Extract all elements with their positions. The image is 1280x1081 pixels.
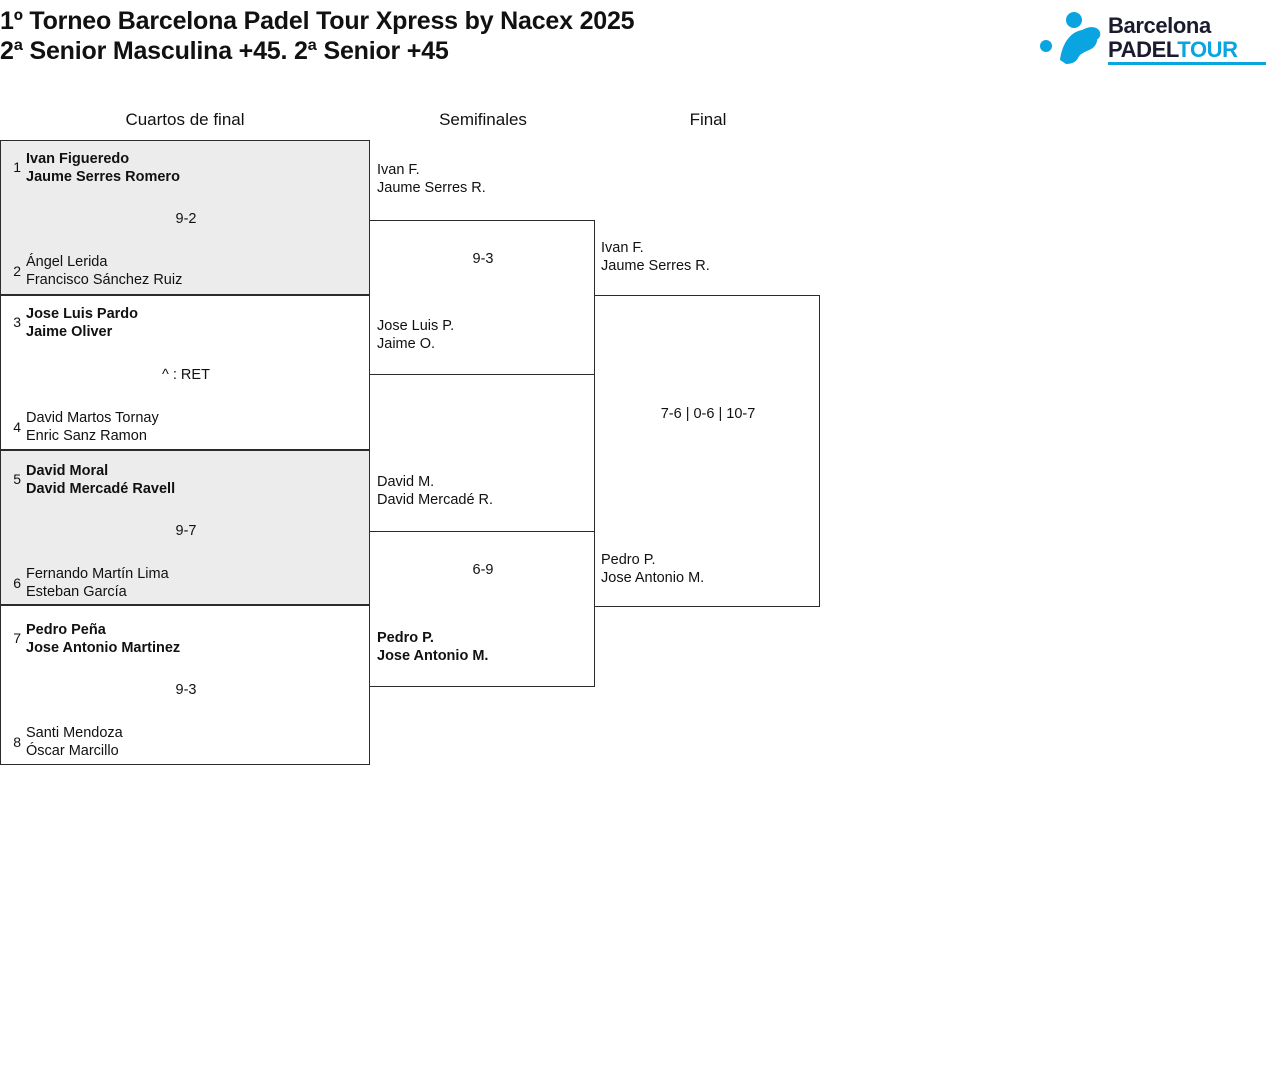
- round-label-quarterfinals: Cuartos de final: [125, 110, 245, 129]
- round-label-semifinals: Semifinales: [439, 110, 527, 129]
- logo-word-padeltour: [1108, 38, 1268, 62]
- logo-word-padel: PADEL: [1108, 37, 1178, 62]
- seed-number: 2: [13, 263, 21, 279]
- round-label-final: Final: [689, 110, 727, 129]
- match-score: 9-3: [175, 682, 197, 698]
- match-score: 9-2: [175, 211, 197, 227]
- team-player: Jose Luis Pardo: [26, 306, 139, 322]
- sf2-top-player-2: David Mercadé R.: [377, 492, 494, 508]
- team-player: Pedro Peña: [26, 622, 106, 638]
- tournament-title: [0, 6, 900, 66]
- match-score: 6-9: [472, 562, 494, 578]
- sf2-bottom-player-2: Jose Antonio M.: [377, 648, 489, 664]
- title-line-2: 2ª Senior Masculina +45. 2ª Senior +45: [0, 37, 449, 65]
- team-player: Jaime Oliver: [26, 324, 113, 340]
- team-player: Ángel Lerida: [26, 254, 108, 270]
- final-top-player-1: Ivan F.: [601, 240, 644, 256]
- logo-word-barcelona: Barcelona: [1108, 13, 1211, 38]
- team-player: Jaume Serres Romero: [26, 169, 180, 185]
- seed-number: 7: [13, 630, 21, 646]
- logo-word-tour: TOUR: [1177, 37, 1238, 62]
- team-player: David Martos Tornay: [26, 410, 159, 426]
- seed-number: 5: [13, 471, 21, 487]
- seed-number: 6: [13, 575, 21, 591]
- sf2-top-player-1: David M.: [377, 474, 435, 490]
- team-player: David Moral: [26, 463, 109, 479]
- team-player: Fernando Martín Lima: [26, 566, 169, 582]
- team-player: Enric Sanz Ramon: [26, 428, 147, 444]
- final-bottom-player-1: Pedro P.: [601, 552, 656, 568]
- team-player: Francisco Sánchez Ruiz: [26, 272, 183, 288]
- match-score: 9-7: [175, 523, 197, 539]
- seed-number: 1: [13, 159, 21, 175]
- team-player: David Mercadé Ravell: [26, 481, 176, 497]
- padel-player-icon: [1038, 10, 1104, 68]
- seed-number: 4: [13, 419, 21, 435]
- final-bottom-player-2: Jose Antonio M.: [601, 570, 705, 586]
- sf1-top-player-1: Ivan F.: [377, 162, 420, 178]
- team-player: Ivan Figueredo: [26, 151, 130, 167]
- seed-number: 3: [13, 314, 21, 330]
- match-box-qf-1: [0, 140, 370, 295]
- sf2-bottom-player-1: Pedro P.: [377, 630, 434, 646]
- match-score: 7-6 | 0-6 | 10-7: [660, 406, 756, 422]
- match-score: ^ : RET: [162, 367, 210, 383]
- team-player: Óscar Marcillo: [26, 743, 119, 759]
- team-player: Santi Mendoza: [26, 725, 123, 741]
- sf1-top-player-2: Jaume Serres R.: [377, 180, 486, 196]
- final-top-player-2: Jaume Serres R.: [601, 258, 710, 274]
- sf1-bottom-player-1: Jose Luis P.: [377, 318, 455, 334]
- title-line-1: 1º Torneo Barcelona Padel Tour Xpress by Nacex 2025: [0, 7, 635, 35]
- match-score: 9-3: [472, 251, 494, 267]
- sf1-bottom-player-2: Jaime O.: [377, 336, 436, 352]
- team-player: Esteban García: [26, 584, 127, 600]
- match-box-qf-2: [0, 295, 370, 450]
- logo-wordmark: [1108, 14, 1268, 62]
- barcelona-padel-tour-logo: [1038, 8, 1268, 76]
- match-box-qf-4: [0, 605, 370, 765]
- seed-number: 8: [13, 734, 21, 750]
- team-player: Jose Antonio Martinez: [26, 640, 181, 656]
- page-header: [0, 0, 1280, 88]
- logo-underline: [1108, 62, 1266, 65]
- match-box-qf-3: [0, 450, 370, 605]
